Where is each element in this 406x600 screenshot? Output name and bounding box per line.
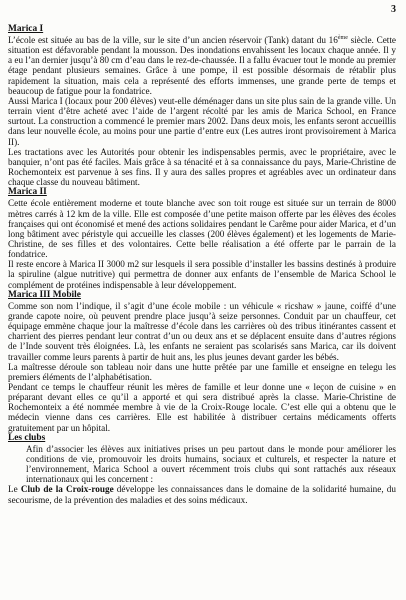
paragraph-clubs-intro: Afin d’associer les élèves aux initiatives prises un peu partout dans le monde pour améliorer les conditions de vie, promouvoir les droits humains, sociaux et culturels, et respecter la nature et l’environnement, Marica School a ouvert récemment trois clubs qui sont rattachés aux réseaux internationaux qui les concernent :	[26, 443, 396, 485]
paragraph-marica-2-description: Cette école entièrement moderne et toute blanche avec son toit rouge est située sur un terrain de 8000 mètres carrés à 12 km de la ville. Elle est composée d’une petite maison offerte par les élèves des écoles françaises qui ont économisé et mené des actions solidaires pendant le Carême pour aider Marica, et d’un long bâtiment avec péristyle qui accueille les classes (200 élèves également) et les logements de Marie-Christine, de ses filles et des volontaires. Cette belle réalisation a été offerte par le parrain de la fondatrice.	[8, 198, 396, 260]
section-title-clubs: Les clubs	[8, 432, 46, 443]
paragraph-marica-3-teacher: La maîtresse déroule son tableau noir dans une hutte prêtée par une famille et enseigne en telegu les premiers éléments de l’alphabétisation.	[8, 361, 396, 382]
paragraph-marica-2-spirulina: Il reste encore à Marica II 3000 m2 sur lesquels il sera possible d’installer les bassins destinés à produire la spiruline (algue nutritive) qui permettra de donner aux enfants de l’ensemble de Marica School le complément de protéines indispensable à leur développement.	[8, 259, 396, 290]
paragraph-text: siècle. Cette situation est défavorable pendant la mousson. Des inondations envahissent les locaux chaque année. Il y a eu l’an dernier jusqu’à 80 cm d’eau dans le rez-de-chaussée. Il a fallu évacuer tout le monde au premier étage pendant plusieurs semaines. Grâce à une pompe, il est possible désormais de rétablir plus rapidement la situation, mais cela a représenté des efforts immenses, une grande perte de temps et beaucoup de fatigue pour la fondatrice.	[8, 35, 396, 96]
paragraph-text: développe les connaissances dans le domaine de la solidarité humaine, du secourisme, de la prévention des maladies et des soins médicaux.	[8, 484, 396, 505]
superscript-text: ème	[337, 35, 348, 41]
section-title-marica-2: Marica II	[8, 187, 47, 198]
paragraph-marica-3-cooking: Pendant ce temps le chauffeur réunit les mères de famille et leur donne une « leçon de cuisine » en préparant devant elles ce qu’il a apporté et qui sera distribué après la classe. Marie-Christine de Rochemonteix a été nommée membre à vie de la Croix-Rouge locale. C’est elle qui a obtenu que le médecin vienne dans ces carrières. Elle est habilitée à distribuer certains médicaments offerts gratuitement par un hôpital.	[8, 382, 396, 433]
paragraph-marica-1-relocation: Aussi Marica I (locaux pour 200 élèves) veut-elle déménager dans un site plus sain de la grande ville. Un terrain vient d’être acheté avec l’aide de l’argent récolté par les amis de Marica School, en France surtout. La construction a commencé le premier mars 2002. Dans deux mois, les enfants seront accueillis dans leur nouvelle école, au moins pour une partie d’entre eux (Les autres iront provisoirement à Marica II).	[8, 95, 396, 147]
paragraph-clubs-red-cross	[8, 484, 396, 504]
page-number: 3	[391, 4, 396, 15]
section-title-marica-1: Marica I	[8, 24, 44, 34]
paragraph-marica-1-permits: Les tractations avec les Autorités pour obtenir les indispensables permis, avec le propriétaire, avec le banquier, n’ont pas été faciles. Mais grâce à sa ténacité et à sa connaissance du pays, Marie-Christine de Rochemonteix est parvenue à ses fins. Il y aura des salles propres et agréables avec un ordinateur dans chaque classe du nouveau bâtiment.	[8, 146, 396, 188]
paragraph-marica-3-mobile: Comme son nom l’indique, il s’agit d’une école mobile : un véhicule « ricshaw » jaune, coiffé d’une grande capote noire, où peuvent prendre place jusqu’à seize personnes. Conduit par un chauffeur, cet équipage emmène chaque jour la maîtresse d’école dans les carrières où des tribus itinérantes cassent et charrient des pierres pendant leur contrat d’un ou deux ans et se déplacent ensuite dans d’autres régions de l’Inde souvent très éloignées. Là, les enfants ne seraient pas scolarisés sans Marica, car ils doivent travailler comme leurs parents à partir de huit ans, les plus jeunes devant garder les bébés.	[8, 300, 396, 362]
document-body	[8, 24, 396, 505]
paragraph-text: L’école est située au bas de la ville, sur le site d’un ancien réservoir (Tank) datant du 16	[8, 35, 338, 45]
paragraph-text: Le	[8, 484, 21, 495]
section-title-marica-3: Marica III Mobile	[8, 289, 81, 300]
club-name: Club de la Croix-rouge	[20, 484, 114, 495]
paragraph-marica-1-location	[8, 35, 396, 96]
